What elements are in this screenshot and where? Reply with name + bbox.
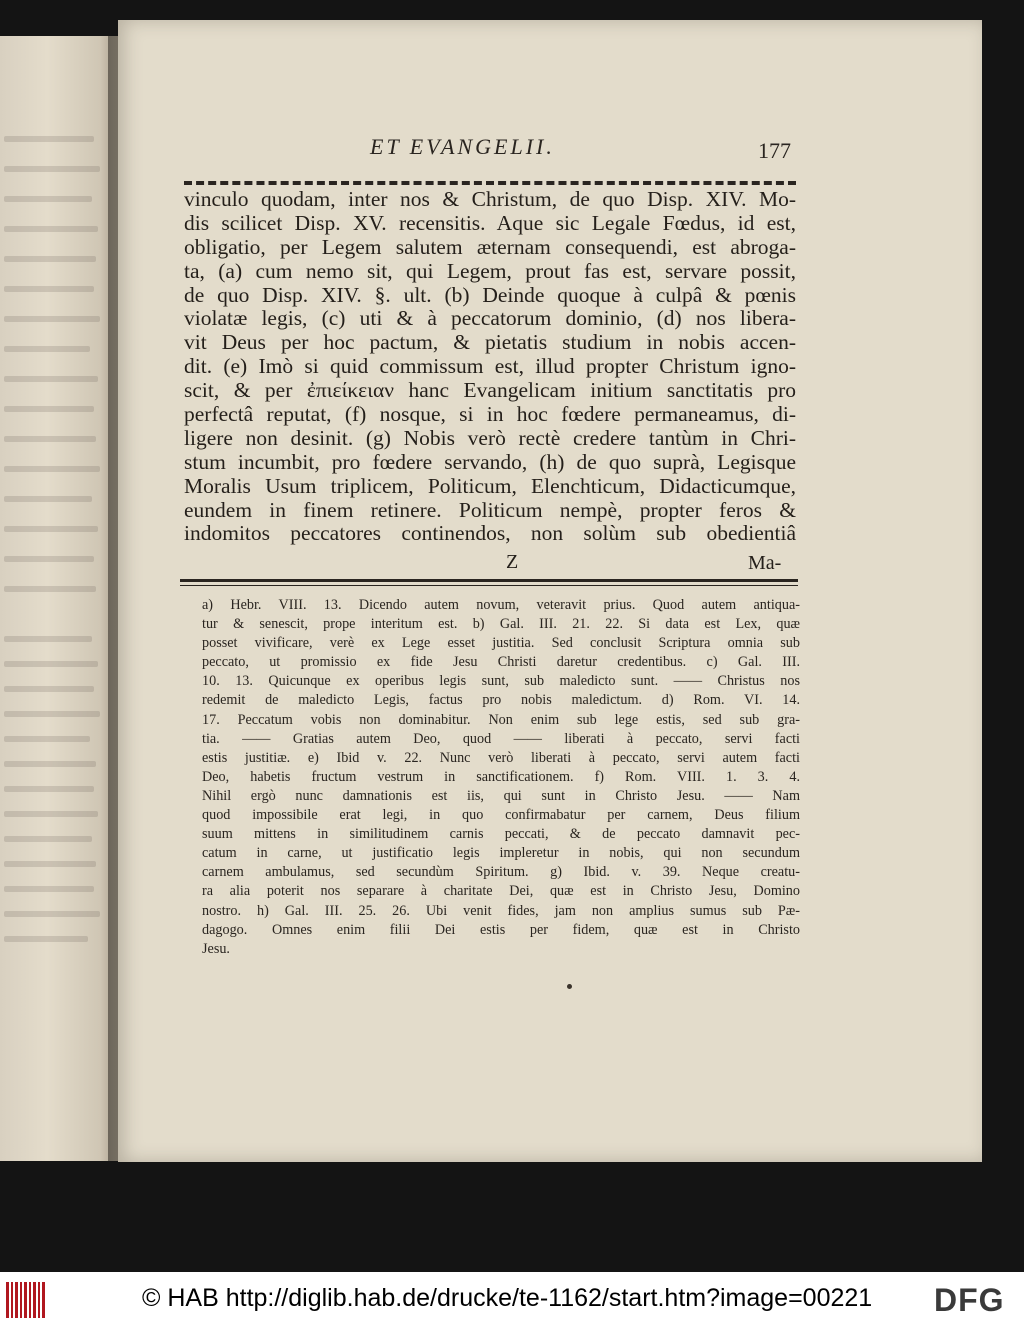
ghost-text <box>4 376 98 382</box>
ghost-text <box>4 136 94 142</box>
ghost-text <box>4 711 100 717</box>
footnote-line: ra alia poterit nos separare à charitate Dei, quæ est in Christo Jesu, Domino <box>202 883 800 900</box>
ghost-text <box>4 936 88 942</box>
footnote-line: redemit de maledicto Legis, factus pro nobis maledictum. d) Rom. VI. 14. <box>202 692 800 709</box>
catchword: Ma- <box>748 552 782 574</box>
footnote-line: Deo, habetis fructum vestrum in sanctificationem. f) Rom. VIII. 1. 3. 4. <box>202 768 800 785</box>
ghost-text <box>4 286 94 292</box>
footnote-line: quod impossibile erat legi, in quo confirmabatur per carnem, Deus filium <box>202 807 800 824</box>
ghost-text <box>4 911 100 917</box>
ghost-text <box>4 436 96 442</box>
facing-page-edge <box>0 36 118 1161</box>
footnote-line: carnem ambulamus, sed secundùm Spiritum. g) Ibid. v. 39. Neque creatu- <box>202 864 800 881</box>
footnote-line: nostro. h) Gal. III. 25. 26. Ubi venit fides, jam non amplius sumus sub Pæ- <box>202 902 800 919</box>
footnote-line: posset vivificare, verè ex Lege esset justitia. Sed conclusit Scriptura omnia sub <box>202 635 800 652</box>
main-text-line: obligatio, per Legem salutem æternam consequendi, est abroga- <box>184 234 796 259</box>
main-text-line: violatæ legis, (c) uti & à peccatorum dominio, (d) nos libera- <box>184 306 796 331</box>
footnote-line: Jesu. <box>202 940 230 957</box>
main-text-line: stum incumbit, pro fœdere servando, (h) de quo suprà, Legisque <box>184 449 796 474</box>
ghost-text <box>4 256 96 262</box>
header-rule <box>184 181 796 185</box>
dfg-logo: DFG <box>934 1282 1005 1318</box>
ghost-text <box>4 836 92 842</box>
ghost-text <box>4 686 94 692</box>
ghost-text <box>4 496 92 502</box>
footnote-line: tur & senescit, prope interitum est. b) Gal. III. 21. 22. Si data est Lex, quæ <box>202 616 800 633</box>
ghost-text <box>4 661 98 667</box>
running-head: ET EVANGELII. <box>370 134 555 159</box>
main-text-line: dit. (e) Imò si quid commissum est, illud propter Christum igno- <box>184 354 796 379</box>
ghost-text <box>4 466 100 472</box>
footnote-line: peccato, ut promissio ex fide Jesu Christi daretur credentibus. c) Gal. III. <box>202 654 800 671</box>
footnote-line: Nihil ergò nunc damnationis est iis, qui sunt in Christo Jesu. —— Nam <box>202 787 800 804</box>
ghost-text <box>4 196 92 202</box>
footnote-line: estis justitiæ. e) Ibid v. 22. Nunc verò liberati à peccato, servi autem facti <box>202 749 800 766</box>
ghost-text <box>4 166 100 172</box>
footnote-line: suum mittens in similitudinem carnis peccati, & de peccato damnavit pec- <box>202 826 800 843</box>
main-text-line: perfectâ reputat, (f) nosque, si in hoc fœdere permaneamus, di- <box>184 402 796 427</box>
ghost-text <box>4 736 90 742</box>
main-text-line: de quo Disp. XIV. §. ult. (b) Deinde quoque à culpâ & pœnis <box>184 282 796 307</box>
main-text-block <box>184 188 796 546</box>
footnote-line: 17. Peccatum vobis non dominabitur. Non enim sub lege estis, sed sub gra- <box>202 711 800 728</box>
ghost-text <box>4 636 92 642</box>
main-text-line: eundem in finem retinere. Politicum nempè, propter feros & <box>184 497 796 522</box>
ghost-text <box>4 786 94 792</box>
ghost-text <box>4 316 100 322</box>
main-text-line: vit Deus per hoc pactum, & pietatis studium in nobis accen- <box>184 330 796 355</box>
footnote-line: dagogo. Omnes enim filii Dei estis per fidem, quæ est in Christo <box>202 921 800 938</box>
footer-bar <box>0 1272 1024 1329</box>
main-text-line: Moralis Usum triplicem, Politicum, Elenchticum, Didacticumque, <box>184 473 796 498</box>
footnote-rule-thick <box>180 579 798 582</box>
ghost-text <box>4 811 98 817</box>
ink-speck <box>567 984 572 989</box>
signature-mark: Z <box>506 551 519 573</box>
ghost-text <box>4 761 96 767</box>
copyright-url: © HAB http://diglib.hab.de/drucke/te-1162/start.htm?image=00221 <box>142 1284 873 1312</box>
ghost-text <box>4 556 94 562</box>
main-text-line: scit, & per ἐπιείκειαν hanc Evangelicam initium sanctitatis pro <box>184 378 796 403</box>
ghost-text <box>4 586 96 592</box>
ghost-text <box>4 406 94 412</box>
footnotes-block <box>202 596 800 959</box>
footnote-line: catum in carne, ut justificatio legis impleretur in nobis, qui non secundum <box>202 845 800 862</box>
main-text-line: indomitos peccatores continendos, non solùm sub obedientiâ <box>184 521 796 546</box>
ghost-text <box>4 346 90 352</box>
footnote-rule-thin <box>180 585 798 586</box>
footnote-line: tia. —— Gratias autem Deo, quod —— liberati à peccato, servi facti <box>202 730 800 747</box>
page-number: 177 <box>758 138 791 163</box>
ghost-text <box>4 526 98 532</box>
hab-barcode-logo-icon <box>6 1282 46 1318</box>
ghost-text <box>4 861 96 867</box>
main-text-line: ligere non desinit. (g) Nobis verò rectè credere tantùm in Chri- <box>184 425 796 450</box>
footnote-line: a) Hebr. VIII. 13. Dicendo autem novum, veteravit prius. Quod autem antiqua- <box>202 597 800 613</box>
main-text-line: ta, (a) cum nemo sit, qui Legem, prout fas est, servare possit, <box>184 258 796 283</box>
main-text-line: dis scilicet Disp. XV. recensitis. Aque sic Legale Fœdus, id est, <box>184 210 796 235</box>
main-text-line: vinculo quodam, inter nos & Christum, de quo Disp. XIV. Mo- <box>184 187 796 211</box>
footnote-line: 10. 13. Quicunque ex operibus legis sunt, sub maledicto sunt. —— Christus nos <box>202 673 800 690</box>
ghost-text <box>4 886 94 892</box>
ghost-text <box>4 226 98 232</box>
